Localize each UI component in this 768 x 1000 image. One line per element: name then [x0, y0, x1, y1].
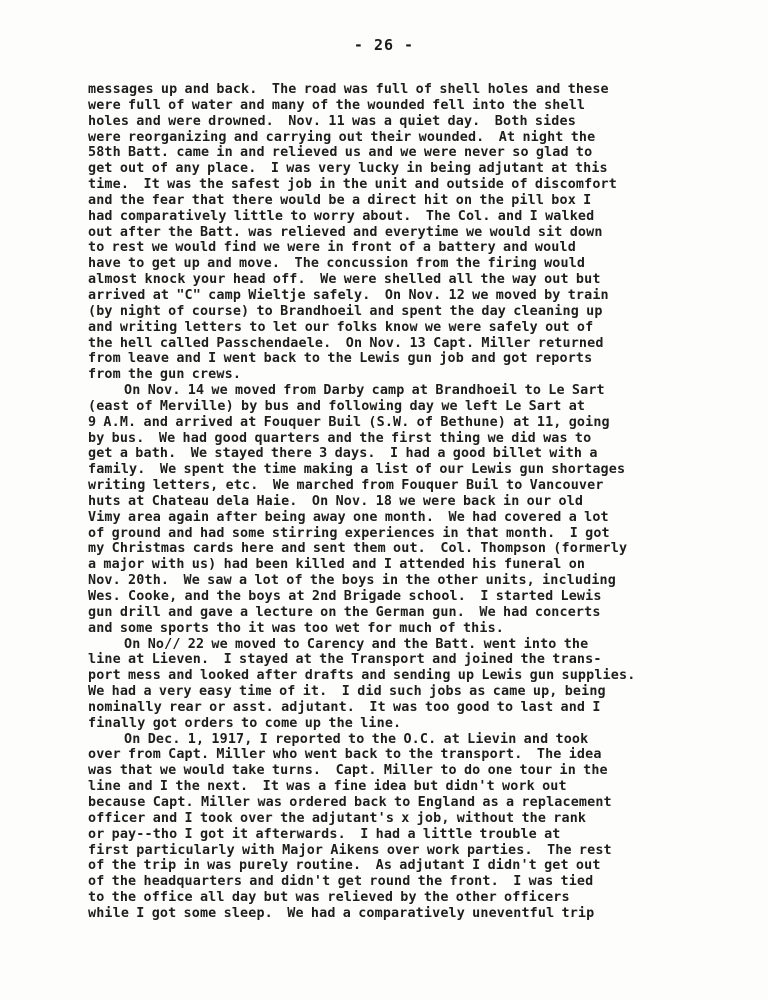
text-line: get out of any place. I was very lucky in being adjutant at this [88, 161, 608, 177]
text-line: On No// 22 we moved to Carency and the Batt. went into the [88, 636, 589, 652]
text-line: while I got some sleep. We had a comparatively uneventful trip [88, 905, 595, 921]
text-line: and writing letters to let our folks know we were safely out of [88, 319, 594, 335]
text-line: because Capt. Miller was ordered back to England as a replacement [88, 794, 612, 810]
text-line: gun drill and gave a lecture on the German gun. We had concerts [88, 604, 601, 620]
text-line: On Nov. 14 we moved from Darby camp at Brandhoeil to Le Sart [88, 383, 605, 399]
text-line: have to get up and move. The concussion from the firing would [88, 256, 586, 272]
text-line: Wes. Cooke, and the boys at 2nd Brigade school. I started Lewis [88, 589, 602, 604]
text-line: to the office all day but was relieved by the other officers [88, 890, 570, 906]
text-line: or pay--tho I got it afterwards. I had a little trouble at [88, 826, 561, 842]
text-line: over from Capt. Miller who went back to the transport. The idea [88, 747, 602, 763]
text-line: of the headquarters and didn't get round the front. I was tied [88, 874, 594, 890]
text-line: holes and were drowned. Nov. 11 was a quiet day. Both sides [88, 113, 576, 129]
text-line: 9 A.M. and arrived at Fouquer Buil (S.W. of Bethune) at 11, going [88, 414, 610, 430]
text-line: of the trip in was purely routine. As adjutant I didn't get out [88, 858, 601, 874]
text-line: and the fear that there would be a direct hit on the pill box I [88, 192, 592, 208]
text-line: from leave and I went back to the Lewis gun job and got reports [88, 351, 593, 367]
text-line: from the gun crews. [88, 367, 242, 383]
text-line: line at Lieven. I stayed at the Transport and joined the trans- [88, 652, 602, 668]
text-line: were full of water and many of the wounded fell into the shell [88, 97, 586, 113]
text-line: of ground and had some stirring experiences in that month. I got [88, 525, 610, 541]
text-line: Nov. 20th. We saw a lot of the boys in the other units, including [88, 573, 616, 589]
text-line: a major with us) had been killed and I attended his funeral on [88, 557, 586, 573]
text-line: time. It was the safest job in the unit and outside of discomfort [88, 177, 617, 193]
text-line: first particularly with Major Aikens over work parties. The rest [88, 842, 612, 858]
text-line: had comparatively little to worry about. The Col. and I walked [88, 208, 595, 224]
text-line: 58th Batt. came in and relieved us and we were never so glad to [88, 145, 593, 161]
text-line: arrived at "C" camp Wieltje safely. On Nov. 12 we moved by train [88, 287, 609, 303]
page-number: - 26 - [353, 36, 415, 54]
text-line: finally got orders to come up the line. [88, 715, 402, 731]
text-line: were reorganizing and carrying out their wounded. At night the [88, 129, 596, 145]
text-line: huts at Chateau dela Haie. On Nov. 18 we were back in our old [88, 493, 584, 509]
text-line: We had a very easy time of it. I did such jobs as came up, being [88, 684, 606, 700]
text-line: port mess and looked after drafts and sending up Lewis gun supplies. [88, 668, 636, 684]
text-line: writing letters, etc. We marched from Fouquer Buil to Vancouver [88, 478, 604, 494]
text-line: by bus. We had good quarters and the first thing we did was to [88, 430, 592, 446]
text-line: almost knock your head off. We were shelled all the way out but [88, 272, 601, 288]
text-line: family. We spent the time making a list of our Lewis gun shortages [88, 462, 626, 478]
text-line: On Dec. 1, 1917, I reported to the O.C. at Lievin and took [88, 731, 589, 747]
text-line: officer and I took over the adjutant's x job, without the rank [88, 810, 587, 826]
text-line: and some sports tho it was too wet for much of this. [88, 620, 505, 636]
text-line: Vimy area again after being away one month. We had covered a lot [88, 509, 609, 525]
text-line: messages up and back. The road was full of shell holes and these [88, 82, 609, 97]
text-line: my Christmas cards here and sent them out. Col. Thompson (formerly [88, 541, 628, 557]
document-body-text [88, 82, 728, 922]
text-line: the hell called Passchendaele. On Nov. 13 Capt. Miller returned [88, 335, 604, 351]
text-line: (east of Merville) by bus and following day we left Le Sart at [88, 398, 586, 414]
text-line: (by night of course) to Brandhoeil and spent the day cleaning up [88, 303, 603, 319]
text-line: line and I the next. It was a fine idea but didn't work out [88, 779, 567, 795]
text-line: to rest we would find we were in front of a battery and would [88, 240, 576, 256]
text-line: out after the Batt. was relieved and everytime we would sit down [88, 224, 603, 240]
text-line: nominally rear or asst. adjutant. It was too good to last and I [88, 699, 601, 715]
text-line: get a bath. We stayed there 3 days. I had a good billet with a [88, 446, 598, 462]
text-line: was that we would take turns. Capt. Miller to do one tour in the [88, 763, 608, 779]
